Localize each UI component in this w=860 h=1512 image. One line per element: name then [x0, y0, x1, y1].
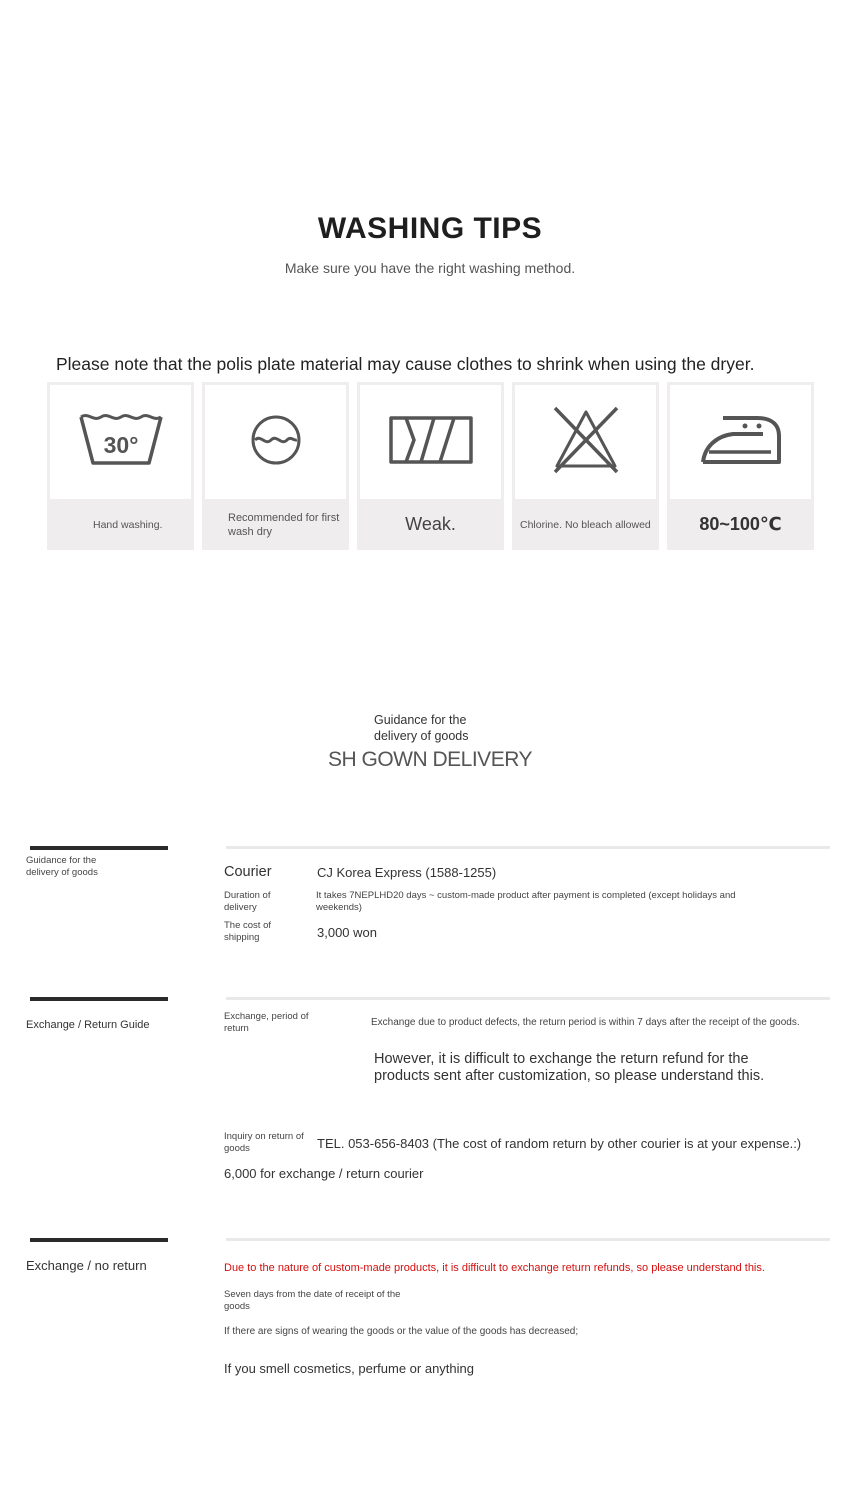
care-card-wring [357, 382, 504, 550]
section-divider-left [30, 846, 168, 850]
courier-label: Courier [224, 864, 272, 880]
iron-icon [699, 414, 783, 471]
care-card-iron [667, 382, 814, 550]
cost-value: 3,000 won [317, 925, 377, 940]
washing-title: WASHING TIPS [317, 212, 543, 245]
delivery-title: SH GOWN DELIVERY [328, 748, 532, 771]
care-card-gentle-wash [202, 382, 349, 550]
washing-subtitle: Make sure you have the right washing method. [284, 260, 576, 276]
care-card-label: 80~100℃ [699, 514, 782, 534]
svg-text:30°: 30° [103, 431, 138, 458]
smell-note: If you smell cosmetics, perfume or anything [224, 1361, 474, 1376]
care-card-label: Hand washing. [93, 518, 163, 531]
duration-label: Duration of delivery [224, 890, 271, 913]
return-courier-fee: 6,000 for exchange / return courier [224, 1166, 424, 1181]
section2-label: Exchange / Return Guide [26, 1019, 150, 1031]
care-card-label: Weak. [405, 514, 456, 534]
section-divider-left [30, 1238, 168, 1242]
exchange-period-value: Exchange due to product defects, the return period is within 7 days after the receipt of the goods. [371, 1017, 800, 1028]
section3-label: Exchange / no return [26, 1258, 147, 1273]
cost-label: The cost of shipping [224, 920, 271, 943]
dryer-shrink-note: Please note that the polis plate material may cause clothes to shrink when using the dryer. [56, 354, 755, 374]
customization-note: However, it is difficult to exchange the return refund for the products sent after customization, so please understand this. [374, 1051, 765, 1084]
inquiry-value: TEL. 053-656-8403 (The cost of random return by other courier is at your expense.:) [317, 1136, 802, 1151]
wear-signs-note: If there are signs of wearing the goods or the value of the goods has decreased; [224, 1326, 579, 1337]
section-divider-right [226, 997, 830, 1000]
section1-label: Guidance for the delivery of goods [26, 855, 98, 878]
care-card-label: Chlorine. No bleach allowed [520, 518, 651, 531]
section-divider-right [226, 1238, 830, 1241]
delivery-guidance-caption: Guidance for the delivery of goods [374, 713, 469, 743]
care-card-hand-wash [47, 382, 194, 550]
hand-wash-30-icon [79, 413, 163, 472]
no-bleach-icon [551, 406, 621, 479]
care-card-no-bleach [512, 382, 659, 550]
inquiry-label: Inquiry on return of goods [224, 1131, 304, 1154]
duration-value: It takes 7NEPLHD20 days ~ custom-made product after payment is completed (except holidays and weekends) [316, 890, 736, 913]
courier-value: CJ Korea Express (1588-1255) [317, 865, 497, 880]
seven-days-note: Seven days from the date of receipt of the goods [224, 1289, 401, 1312]
exchange-period-label: Exchange, period of return [224, 1011, 309, 1034]
wring-weak-icon [388, 415, 474, 470]
section-divider-left [30, 997, 168, 1001]
gentle-wash-icon [249, 413, 303, 472]
custom-made-warning: Due to the nature of custom-made products, it is difficult to exchange return refunds, so please understand this. [224, 1262, 765, 1274]
care-card-label: Recommended for first wash dry [228, 511, 340, 538]
section-divider-right [226, 846, 830, 849]
